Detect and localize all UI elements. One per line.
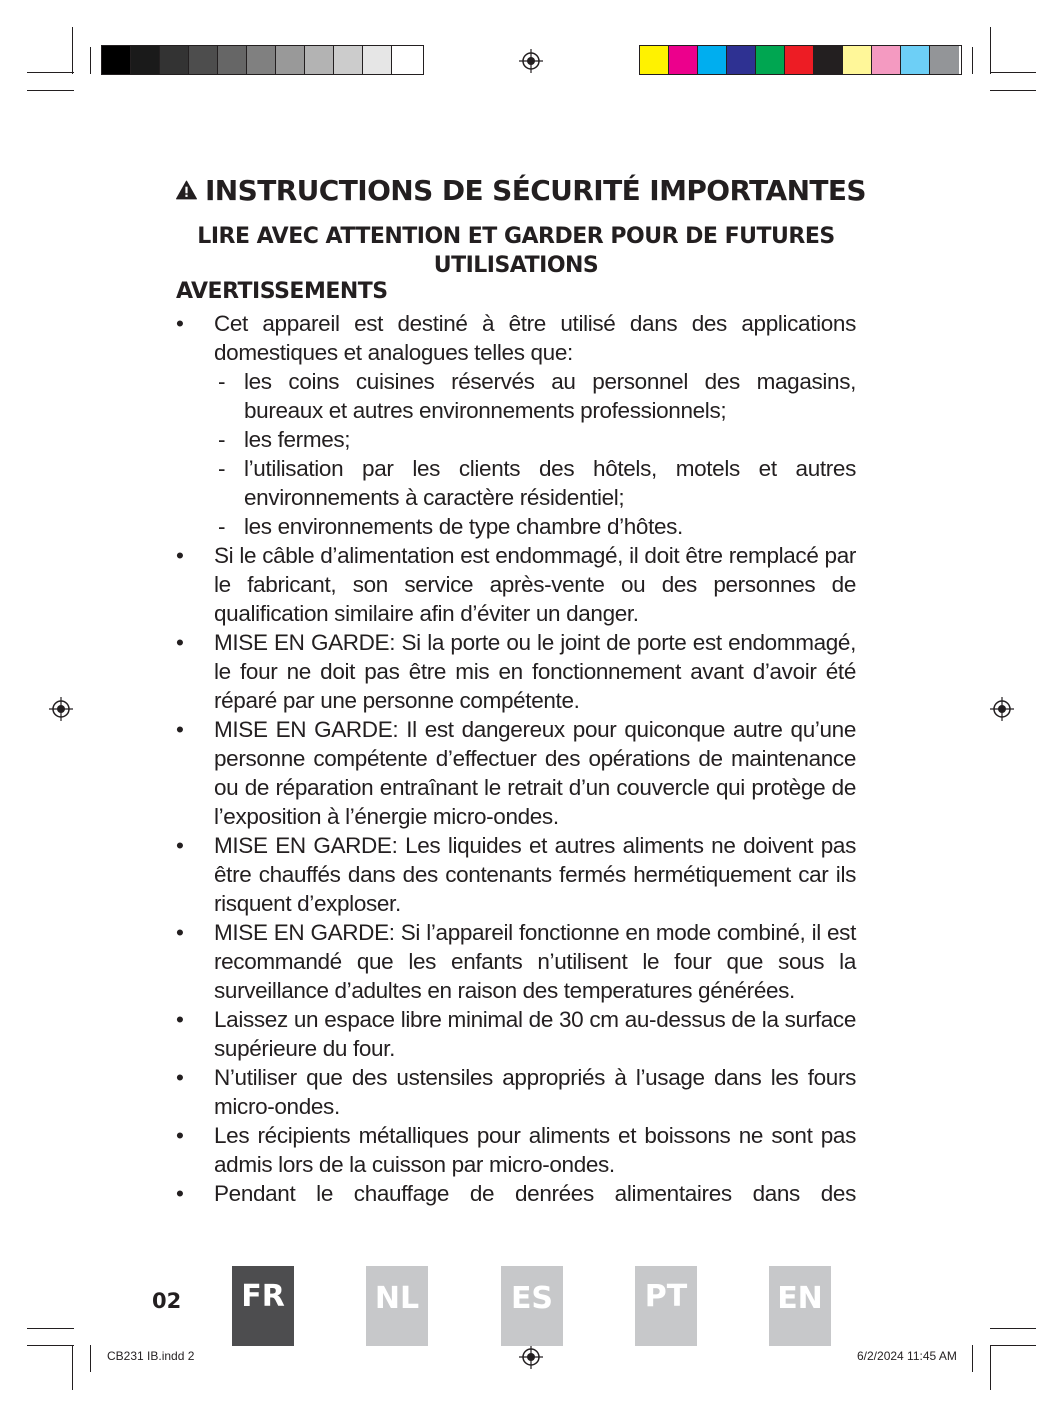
sub-list-item: - les environnements de type chambre d’hôtes. [214,512,856,541]
crop-mark [27,1328,74,1329]
color-swatch [814,46,843,74]
list-item: • N’utiliser que des ustensiles appropriés à l’usage dans les fours micro-ondes. [176,1063,856,1121]
grayscale-color-bar [101,45,424,75]
sub-list-item: - les coins cuisines réservés au personnel des magasins, bureaux et autres environnements professionnels; [214,367,856,425]
list-item: • Les récipients métalliques pour aliments et boissons ne sont pas admis lors de la cuisson par micro-ondes. [176,1121,856,1179]
crop-mark [27,90,74,91]
list-item: • Laissez un espace libre minimal de 30 cm au-dessus de la surface supérieure du four. [176,1005,856,1063]
color-swatch [305,46,334,74]
registration-mark-icon [990,697,1014,721]
section-heading: AVERTISSEMENTS [176,279,388,304]
color-swatch [785,46,814,74]
page-number: 02 [152,1289,182,1313]
color-swatch [334,46,363,74]
page-title [176,170,866,210]
color-swatch [640,46,669,74]
crop-mark [990,1328,1036,1329]
crop-mark [90,1345,91,1372]
list-item-text: Cet appareil est destiné à être utilisé dans des applications domestiques et analogues telles que: [214,311,856,365]
crop-mark [90,47,91,74]
date-slug: 6/2/2024 11:45 AM [857,1349,957,1363]
lang-tab-es[interactable]: ES [501,1266,563,1346]
color-swatch [392,46,421,74]
crop-mark [972,1345,973,1372]
crop-mark [72,27,73,74]
warnings-list [176,309,856,1208]
color-swatch [189,46,218,74]
list-item: • Pendant le chauffage de denrées alimentaires dans des [176,1179,856,1208]
subtitle [176,222,856,280]
crop-mark [990,90,1036,91]
color-swatch [131,46,160,74]
lang-tab-en[interactable]: EN [769,1266,831,1346]
crop-mark [72,1345,73,1390]
lang-tab-nl[interactable]: NL [366,1266,428,1346]
subtitle-line: LIRE AVEC ATTENTION ET GARDER POUR DE FUTURES [197,224,835,249]
title-text: INSTRUCTIONS DE SÉCURITÉ IMPORTANTES [204,173,866,207]
crop-mark [27,1345,74,1346]
list-item: • MISE EN GARDE: Les liquides et autres aliments ne doivent pas être chauffés dans des contenants fermés hermétiquement car ils risquent d’exploser. [176,831,856,918]
registration-mark-icon [49,697,73,721]
crop-mark [990,72,1036,73]
list-item: • MISE EN GARDE: Si l’appareil fonctionne en mode combiné, il est recommandé que les enfants n’utilisent le four que sous la surveillance d’adultes en raison des temperatures générées. [176,918,856,1005]
warning-triangle-icon [176,173,197,207]
lang-tab-fr[interactable]: FR [232,1266,294,1346]
list-item [176,309,856,541]
sub-list-item: - les fermes; [214,425,856,454]
color-swatch [247,46,276,74]
lang-tab-pt[interactable]: PT [635,1266,697,1346]
color-swatch [872,46,901,74]
crop-mark [990,1345,991,1390]
crop-mark [990,1345,1036,1346]
color-swatch [363,46,392,74]
color-swatch [102,46,131,74]
sub-list-item: - l’utilisation par les clients des hôtels, motels et autres environnements à caractère résidentiel; [214,454,856,512]
subtitle-line: UTILISATIONS [433,253,599,278]
color-swatch [727,46,756,74]
color-swatch [669,46,698,74]
registration-mark-icon [519,1345,543,1369]
color-swatch [698,46,727,74]
crop-mark [972,47,973,74]
list-item: • Si le câble d’alimentation est endommagé, il doit être remplacé par le fabricant, son service après-vente ou des personnes de qualification similaire afin d’éviter un danger. [176,541,856,628]
color-swatch [843,46,872,74]
process-color-bar [639,45,962,75]
list-item: • MISE EN GARDE: Si la porte ou le joint de porte est endommagé, le four ne doit pas être mis en fonctionnement avant d’avoir été réparé par une personne compétente. [176,628,856,715]
color-swatch [160,46,189,74]
crop-mark [27,72,74,73]
color-swatch [276,46,305,74]
list-item: • MISE EN GARDE: Il est dangereux pour quiconque autre qu’une personne compétente d’effectuer des opérations de maintenance ou de réparation entraînant le retrait d’un couvercle qui protège de l’exposition à l’énergie micro-ondes. [176,715,856,831]
color-swatch [756,46,785,74]
color-swatch [218,46,247,74]
color-swatch [930,46,959,74]
registration-mark-icon [519,49,543,73]
color-swatch [901,46,930,74]
crop-mark [990,27,991,74]
file-slug: CB231 IB.indd 2 [107,1349,195,1363]
